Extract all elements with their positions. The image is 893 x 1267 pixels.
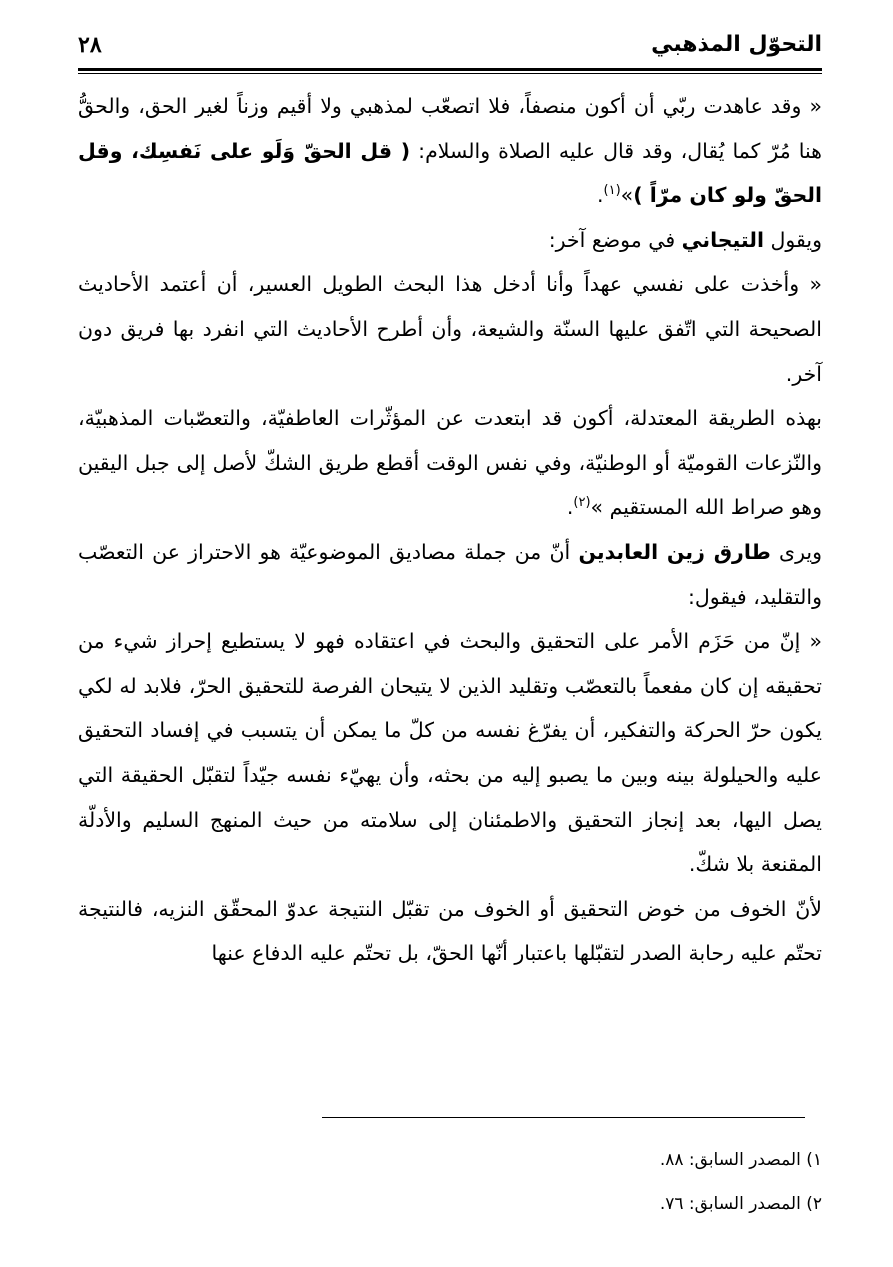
paragraph xyxy=(78,887,822,976)
paragraph xyxy=(78,218,822,263)
footnote-2: ٢) المصدر السابق: ٧٦. xyxy=(659,1194,822,1214)
sentence-end: . xyxy=(597,183,604,208)
paragraph xyxy=(78,396,822,530)
footnote-marker: (١) xyxy=(603,183,621,199)
paragraph xyxy=(78,530,822,619)
body-text xyxy=(78,84,822,976)
header-rule-thin xyxy=(78,73,822,74)
paragraph xyxy=(78,619,822,887)
emphasis-text: طارق زين العابدين xyxy=(578,539,771,564)
text-run: « إنّ من حَزَم الأمر على التحقيق والبحث في اعتقاده فهو لا يستطيع إحراز شيء من تحقيقه إن كان مفعماً بالتعصّب وتقليد الذين لا يتيحان الفرصة للتحقيق الحرّ، فلابد له لكي يكون حرّ الحركة والتفكير، أن يفرّغ نفسه من كلّ ما يمكن أن يتسبب في إفساد التحقيق عليه والحيلولة بينه وبين ما يصبو إليه من بحثه، وأن يهيّء نفسه جيّداً لتقبّل الحقيقة التي يصل اليها، بعد إنجاز التحقيق والاطمئنان إلى سلامته من حيث المنهج السليم والأدلّة المقنعة بلا شكّ. xyxy=(78,629,822,877)
sentence-end: . xyxy=(566,495,574,520)
text-run: في موضع آخر: xyxy=(548,227,682,252)
text-run: « وأخذت على نفسي عهداً وأنا أدخل هذا البحث الطويل العسير، أن أعتمد الأحاديث الصحيحة التي اتّفق عليها السنّة والشيعة، وأن أطرح الأحاديث التي انفرد بها فريق دون آخر. xyxy=(78,272,822,386)
page-number: ٢٨ xyxy=(78,32,102,58)
header-rule xyxy=(78,68,822,71)
footnotes xyxy=(78,1138,822,1226)
emphasis-text: ( قل الحقّ وَلَو على نَفسِك، وقل الحقّ ولو كان مرّاً ) xyxy=(78,138,822,208)
emphasis-text: التيجاني xyxy=(681,227,765,252)
running-title: التحوّل المذهبي xyxy=(651,32,822,57)
footnote-1: ١) المصدر السابق: ٨٨. xyxy=(659,1150,822,1170)
footnote-separator xyxy=(322,1117,805,1118)
text-run: « وقد عاهدت ربّي أن أكون منصفاً، فلا اتصعّب لمذهبي ولا أقيم وزناً لغير الحق، والحقُّ هنا مُرّ كما يُقال، وقد قال عليه الصلاة والسلام: xyxy=(78,94,822,163)
text-run: أنّ من جملة مصاديق الموضوعيّة هو الاحتراز عن التعصّب والتقليد، فيقول: xyxy=(78,539,822,609)
text-run: بهذه الطريقة المعتدلة، أكون قد ابتعدت عن المؤثّرات العاطفيّة، والتعصّبات المذهبيّة، والنّزعات القوميّة أو الوطنيّة، وفي نفس الوقت أقطع طريق الشكّ لأصل إلى جبل اليقين وهو صراط الله المستقيم » xyxy=(78,406,822,520)
text-run: ويرى xyxy=(770,539,823,564)
paragraph xyxy=(78,262,822,396)
footnote-marker: (٢) xyxy=(573,495,591,511)
text-run: ويقول xyxy=(764,227,822,252)
page-header xyxy=(78,30,822,68)
paragraph xyxy=(78,84,822,218)
text-run: » xyxy=(620,183,634,208)
text-run: لأنّ الخوف من خوض التحقيق أو الخوف من تقبّل النتيجة عدوّ المحقّق النزيه، فالنتيجة تحتّم عليه رحابة الصدر لتقبّلها باعتبار أنّها الحقّ، بل تحتّم عليه الدفاع عنها xyxy=(78,896,822,966)
